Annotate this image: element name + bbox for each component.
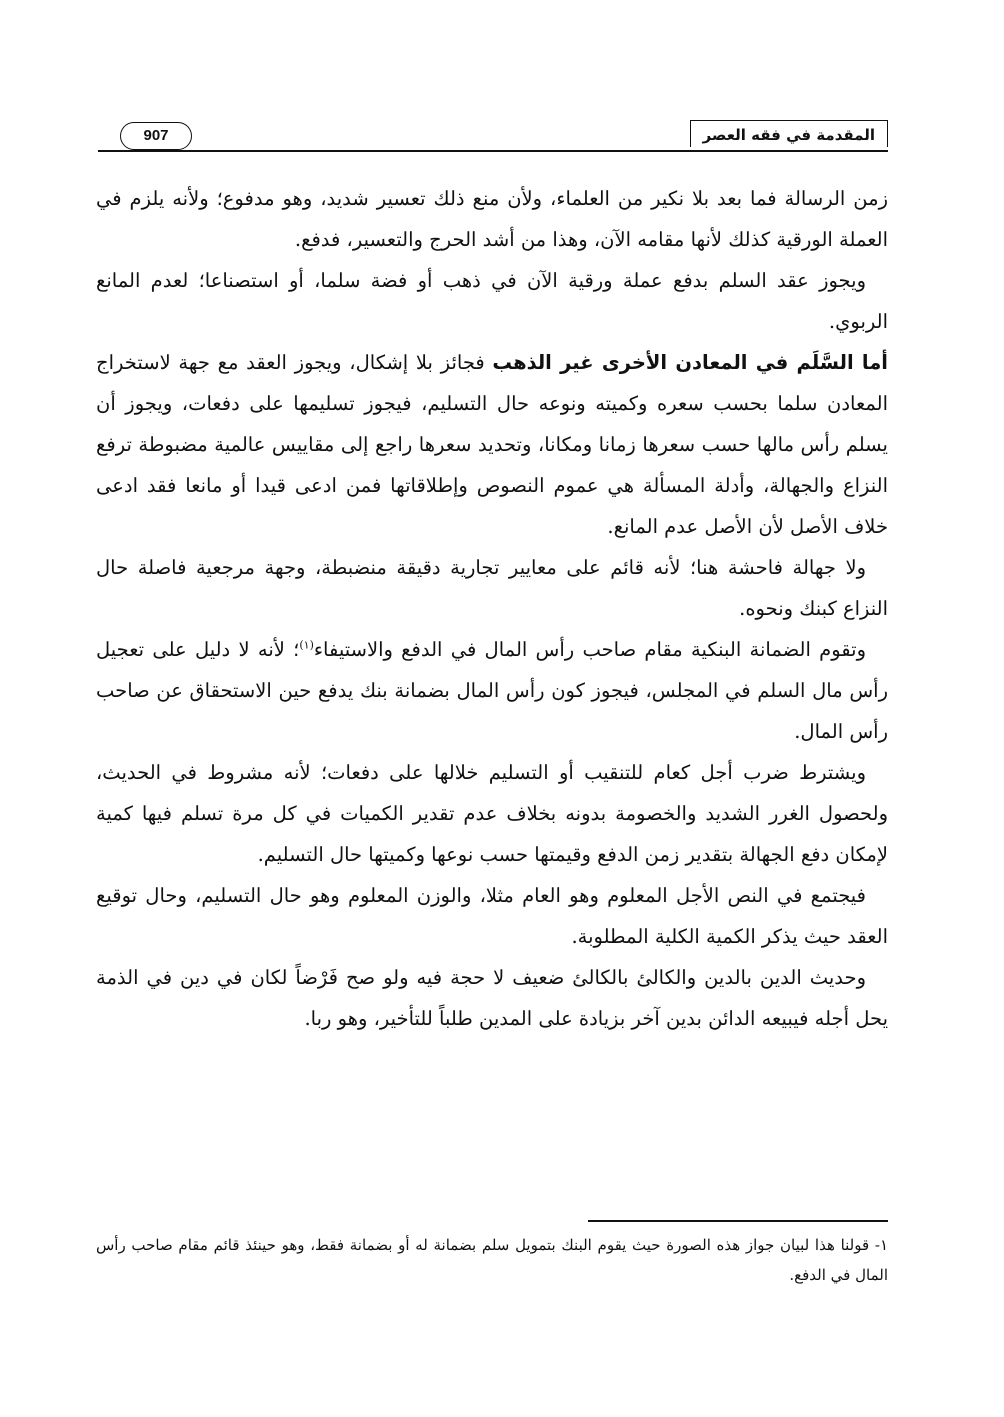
paragraph-body: وتقوم الضمانة البنكية مقام صاحب رأس المال في الدفع والاستيفاء: [313, 638, 866, 661]
footnote: ١- قولنا هذا لبيان جواز هذه الصورة حيث يقوم البنك بتمويل سلم بضمانة له أو بضمانة فقط، وهو حينئذ قائم مقام صاحب رأس المال في الدفع.: [96, 1236, 888, 1284]
paragraph-heading: أما السَّلَم في المعادن الأخرى غير الذهب: [492, 351, 888, 374]
paragraph: زمن الرسالة فما بعد بلا نكير من العلماء، ولأن منع ذلك تعسير شديد، وهو مدفوع؛ ولأنه يلزم في العملة الورقية كذلك لأنها مقامه الآن، وهذا من أشد الحرج والتعسير، فدفع.: [96, 187, 888, 251]
paragraph: [96, 629, 888, 752]
page-header: [98, 120, 888, 156]
paragraph-body: فجائز بلا إشكال، ويجوز العقد مع جهة لاستخراج المعادن سلما بحسب سعره وكميته ونوعه حال التسليم، فيجوز تسليمها على دفعات، ويجوز أن يسلم رأس مالها حسب سعرها زمانا ومكانا، وتحديد سعرها راجع إلى مقاييس عالمية مضبوطة ترفع النزاع والجهالة، وأدلة المسألة هي عموم النصوص وإطلاقاتها فمن ادعى قيدا أو مانعا فقد ادعى خلاف الأصل لأن الأصل عدم المانع.: [96, 351, 888, 538]
paragraph: ولا جهالة فاحشة هنا؛ لأنه قائم على معايير تجارية دقيقة منضبطة، وجهة مرجعية فاصلة حال النزاع كبنك ونحوه.: [96, 556, 888, 620]
paragraph: فيجتمع في النص الأجل المعلوم وهو العام مثلا، والوزن المعلوم وهو حال التسليم، وحال توقيع العقد حيث يذكر الكمية الكلية المطلوبة.: [96, 884, 888, 948]
footnote-separator: [588, 1220, 888, 1222]
book-title: المقدمة في فقه العصر: [690, 120, 888, 147]
paragraph: [96, 342, 888, 547]
page-number: 907: [120, 122, 192, 150]
footnote-reference: (١): [299, 638, 314, 652]
paragraph: وحديث الدين بالدين والكالئ بالكالئ ضعيف لا حجة فيه ولو صح فَرْضاً لكان في دين في الذمة يحل أجله فيبيعه الدائن بدين آخر بزيادة على المدين طلباً للتأخير، وهو ربا.: [96, 966, 888, 1030]
paragraph: ويشترط ضرب أجل كعام للتنقيب أو التسليم خلالها على دفعات؛ لأنه مشروط في الحديث، ولحصول الغرر الشديد والخصومة بدونه بخلاف عدم تقدير الكميات في كل مرة تسلم فيها كمية لإمكان دفع الجهالة بتقدير زمن الدفع وقيمتها حسب نوعها وكميتها حال التسليم.: [96, 761, 888, 866]
paragraph-body-continued: ؛ لأنه لا دليل على تعجيل رأس مال السلم في المجلس، فيجوز كون رأس المال بضمانة بنك يدفع حين الاستحقاق عن صاحب رأس المال.: [96, 638, 888, 743]
paragraph: ويجوز عقد السلم بدفع عملة ورقية الآن في ذهب أو فضة سلما، أو استصناعا؛ لعدم المانع الربوي.: [96, 269, 888, 333]
header-rule: [98, 150, 888, 152]
main-text: [96, 178, 888, 1039]
